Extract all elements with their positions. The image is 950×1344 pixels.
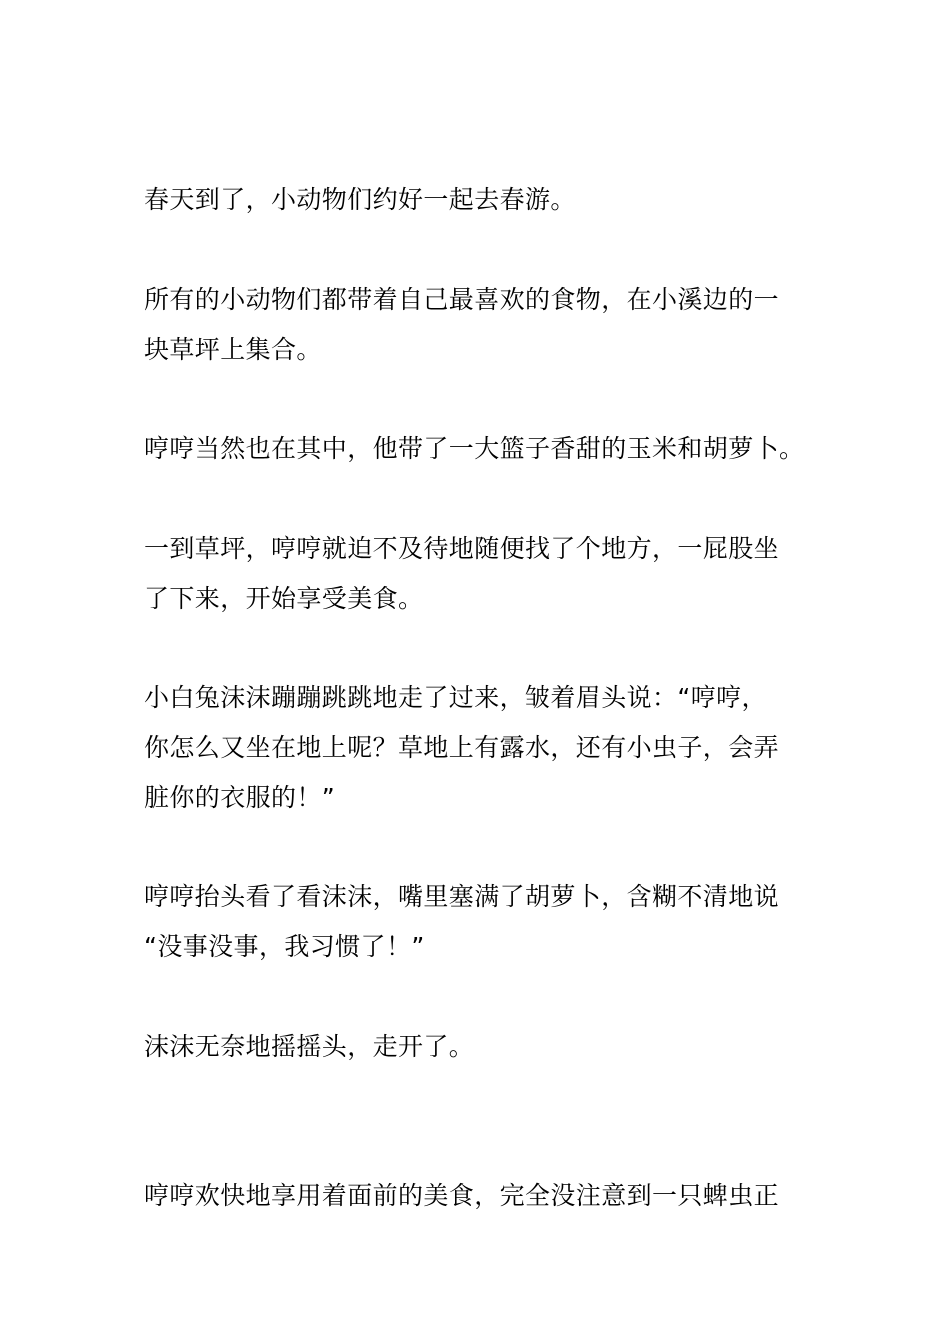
text-line: 沫沫无奈地摇摇头，走开了。 [144,1032,475,1061]
text-line: 春天到了，小动物们约好一起去春游。 [144,185,576,214]
text-line: 所有的小动物们都带着自己最喜欢的食物，在小溪边的一 [144,285,780,314]
paragraph-2 [144,275,824,375]
paragraph-7 [144,1022,824,1072]
paragraph-3 [144,424,824,474]
text-line: 你怎么又坐在地上呢？草地上有露水，还有小虫子，会弄 [144,733,780,762]
paragraph-5 [144,673,824,823]
text-line: 哼哼抬头看了看沫沫，嘴里塞满了胡萝卜，含糊不清地说 [144,882,780,911]
paragraph-6 [144,872,824,972]
text-line: 哼哼欢快地享用着面前的美食，完全没注意到一只蜱虫正 [144,1181,780,1210]
paragraph-1 [144,175,824,225]
text-line: 一到草坪，哼哼就迫不及待地随便找了个地方，一屁股坐 [144,534,780,563]
text-line: 哼哼当然也在其中，他带了一大篮子香甜的玉米和胡萝卜。 [144,434,805,463]
text-line: “没事没事，我习惯了！” [144,932,425,961]
paragraph-8 [144,1171,824,1221]
text-line: 块草坪上集合。 [144,335,322,364]
text-line: 小白兔沫沫蹦蹦跳跳地走了过来，皱着眉头说：“哼哼， [144,683,767,712]
text-line: 了下来，开始享受美食。 [144,584,424,613]
paragraph-4 [144,524,824,624]
text-line: 脏你的衣服的！” [144,783,336,812]
